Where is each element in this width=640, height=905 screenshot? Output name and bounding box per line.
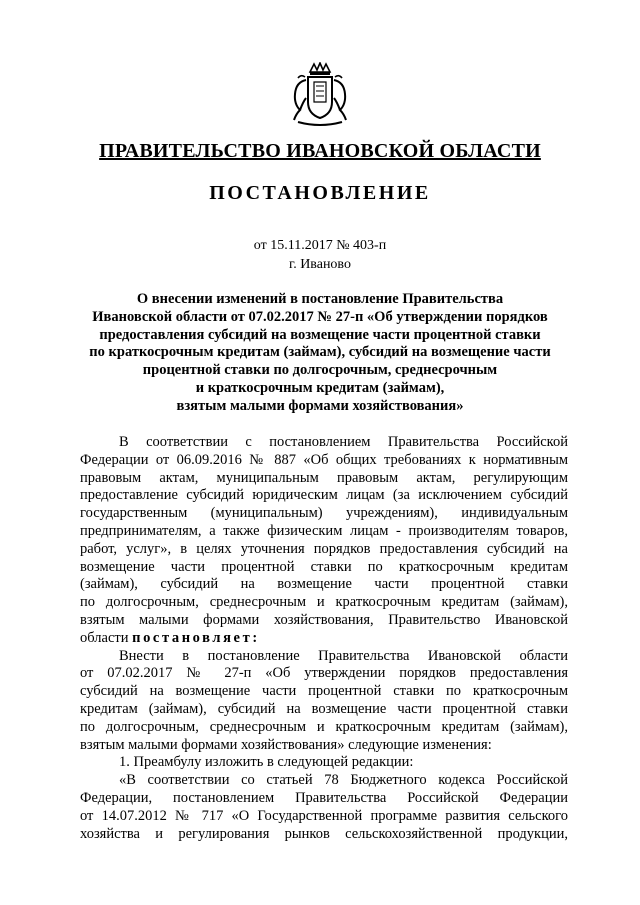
body-line: В соответствии с постановлением Правительства Российской: [119, 434, 568, 450]
body-line: по долгосрочным, среднесрочным и краткосрочным кредитам (займам),: [80, 594, 568, 611]
body-line: предоставление субсидий юридическим лицам (за исключением субсидий: [80, 487, 568, 504]
document-type: ПОСТАНОВЛЕНИЕ: [209, 182, 431, 204]
body-line: от 14.07.2012 № 717 «О Государственной программе развития сельского: [80, 807, 568, 824]
organization-name: ПРАВИТЕЛЬСТВО ИВАНОВСКОЙ ОБЛАСТИ: [99, 140, 541, 162]
title-line: Ивановской области от 07.02.2017 № 27-п «Об утверждении порядков: [92, 308, 548, 325]
body-line: работ, услуг», в целях уточнения порядков предоставления субсидий на: [80, 540, 568, 557]
coat-of-arms-emblem: [288, 62, 352, 128]
title-line: по краткосрочным кредитам (займам), субсидий на возмещение части: [89, 344, 551, 361]
body-line: государственным (муниципальным) учреждениям), индивидуальным: [80, 505, 568, 522]
title-line: предоставления субсидий на возмещение части процентной ставки: [99, 326, 541, 343]
body-line: «В соответствии со статьей 78 Бюджетного кодекса Российской: [119, 772, 568, 789]
body-line: субсидий на возмещение части процентной ставки по краткосрочным: [80, 683, 568, 700]
document-body: [80, 434, 568, 843]
body-line: от 07.02.2017 № 27-п «Об утверждении порядков предоставления: [80, 665, 568, 682]
resolution-prefix: области: [80, 629, 129, 646]
body-line: взятым малыми формами хозяйствования» следующие изменения:: [80, 736, 492, 753]
body-line: Федерации от 06.09.2016 № 887 «Об общих требованиях к нормативным: [80, 451, 568, 468]
body-line: по долгосрочным, среднесрочным и краткосрочным кредитам (займам),: [80, 718, 568, 735]
body-line: взятым малыми формами хозяйствования, Правительство Ивановской: [80, 611, 568, 628]
body-line: предпринимателям, а также физическим лицам - производителям товаров,: [80, 522, 568, 539]
city: г. Иваново: [289, 257, 351, 272]
body-line: хозяйства и регулирования рынков сельскохозяйственной продукции,: [80, 825, 568, 842]
resolution-keyword: постановляет:: [132, 629, 260, 646]
body-line: (займам), субсидий на возмещение части процентной ставки: [80, 576, 568, 593]
body-line-resolution: [80, 630, 568, 648]
title-line: О внесении изменений в постановление Правительства: [136, 291, 504, 307]
body-line: Федерации, постановлением Правительства Российской Федерации: [80, 789, 568, 806]
title-line: процентной ставки по долгосрочным, среднесрочным: [142, 362, 498, 379]
body-line: правовым актам, муниципальным правовым актам, регулирующим: [80, 469, 568, 486]
title-line: и краткосрочным кредитам (займам),: [195, 379, 445, 396]
date-number: от 15.11.2017 № 403-п: [253, 238, 387, 253]
body-line: возмещение части процентной ставки по краткосрочным кредитам: [80, 558, 568, 575]
title-line: взятым малыми формами хозяйствования»: [176, 397, 464, 414]
document-meta: [0, 236, 640, 274]
body-line: Внести в постановление Правительства Ивановской области: [119, 647, 568, 664]
document-title: [80, 291, 560, 416]
body-line: кредитам (займам), субсидий на возмещение части процентной ставки: [80, 700, 568, 717]
body-line: 1. Преамбулу изложить в следующей редакции:: [119, 754, 414, 771]
